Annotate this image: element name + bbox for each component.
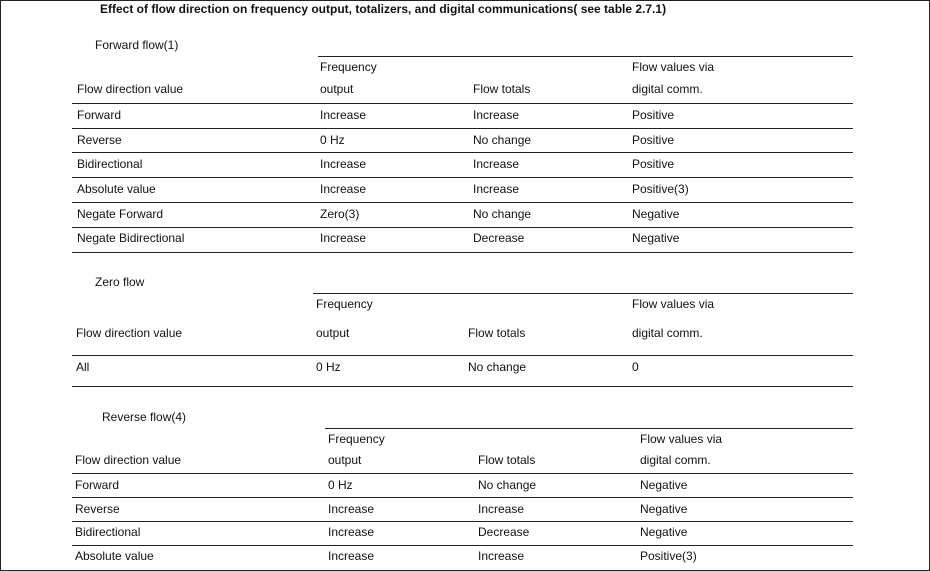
document-title: Effect of flow direction on frequency output, totalizers, and digital communications( see table 2.7.1) <box>100 2 667 16</box>
header-totals: Flow totals <box>468 326 526 340</box>
cell-totals: No change <box>478 478 537 492</box>
header-top-rule <box>318 56 853 57</box>
cell-direction: Reverse <box>75 502 120 516</box>
cell-frequency: Increase <box>320 182 367 196</box>
cell-direction: Negate Forward <box>77 207 164 221</box>
header-comm: Flow values via <box>640 432 723 446</box>
cell-totals: Increase <box>473 108 520 122</box>
cell-direction: Negate Bidirectional <box>77 231 185 245</box>
header-comm-bottom: digital comm. <box>632 326 703 340</box>
section-label: Reverse flow(4) <box>102 410 187 424</box>
cell-comm: 0 <box>632 360 639 374</box>
cell-totals: Increase <box>478 502 525 516</box>
cell-direction: Forward <box>77 108 122 122</box>
cell-frequency: Increase <box>320 108 367 122</box>
cell-comm: Negative <box>640 478 688 492</box>
header-bottom-rule <box>72 103 853 104</box>
row-rule <box>72 202 853 203</box>
cell-totals: Increase <box>473 182 520 196</box>
row-rule <box>72 521 853 522</box>
row-rule <box>72 128 853 129</box>
header-totals: Flow totals <box>473 82 531 96</box>
cell-direction: Bidirectional <box>75 525 141 539</box>
cell-direction: Absolute value <box>77 182 156 196</box>
row-rule <box>72 227 853 228</box>
cell-totals: Increase <box>478 549 525 563</box>
cell-totals: Decrease <box>473 231 525 245</box>
cell-comm: Positive(3) <box>640 549 697 563</box>
cell-direction: Absolute value <box>75 549 154 563</box>
cell-comm: Negative <box>632 231 680 245</box>
cell-frequency: 0 Hz <box>316 360 341 374</box>
section-label: Zero flow <box>95 275 145 289</box>
section-bottom-rule <box>72 386 853 387</box>
cell-direction: Bidirectional <box>77 157 143 171</box>
cell-frequency: Increase <box>320 157 367 171</box>
cell-frequency: 0 Hz <box>320 133 345 147</box>
header-top-rule <box>325 428 853 429</box>
header-comm-bottom: digital comm. <box>632 82 703 96</box>
header-totals: Flow totals <box>478 453 536 467</box>
cell-totals: Decrease <box>478 525 530 539</box>
header-comm-bottom: digital comm. <box>640 453 711 467</box>
cell-frequency: Increase <box>328 502 375 516</box>
row-rule <box>72 545 853 546</box>
header-bottom-rule <box>72 473 853 474</box>
header-direction: Flow direction value <box>77 82 184 96</box>
cell-direction: Reverse <box>77 133 122 147</box>
header-frequency: Frequency <box>316 297 373 311</box>
header-top-rule <box>313 293 853 294</box>
header-frequency: Frequency <box>320 60 377 74</box>
cell-direction: Forward <box>75 478 120 492</box>
cell-comm: Positive <box>632 157 675 171</box>
header-output: output <box>316 326 350 340</box>
row-rule <box>72 497 853 498</box>
cell-totals: No change <box>468 360 527 374</box>
header-frequency: Frequency <box>328 432 385 446</box>
cell-comm: Negative <box>640 502 688 516</box>
cell-frequency: Zero(3) <box>320 207 360 221</box>
cell-comm: Positive(3) <box>632 182 689 196</box>
cell-frequency: Increase <box>328 549 375 563</box>
section-bottom-rule <box>72 252 853 253</box>
cell-frequency: Increase <box>328 525 375 539</box>
row-rule <box>72 177 853 178</box>
cell-frequency: 0 Hz <box>328 478 353 492</box>
cell-comm: Negative <box>632 207 680 221</box>
section-label: Forward flow(1) <box>95 38 179 52</box>
cell-totals: No change <box>473 207 532 221</box>
cell-comm: Positive <box>632 133 675 147</box>
header-comm: Flow values via <box>632 60 715 74</box>
header-output: output <box>320 82 354 96</box>
cell-comm: Positive <box>632 108 675 122</box>
row-rule <box>72 152 853 153</box>
header-output: output <box>328 453 362 467</box>
cell-comm: Negative <box>640 525 688 539</box>
header-direction: Flow direction value <box>76 326 183 340</box>
cell-direction: All <box>76 360 90 374</box>
header-bottom-rule <box>72 355 853 356</box>
header-direction: Flow direction value <box>75 453 182 467</box>
cell-frequency: Increase <box>320 231 367 245</box>
cell-totals: Increase <box>473 157 520 171</box>
cell-totals: No change <box>473 133 532 147</box>
header-comm: Flow values via <box>632 297 715 311</box>
